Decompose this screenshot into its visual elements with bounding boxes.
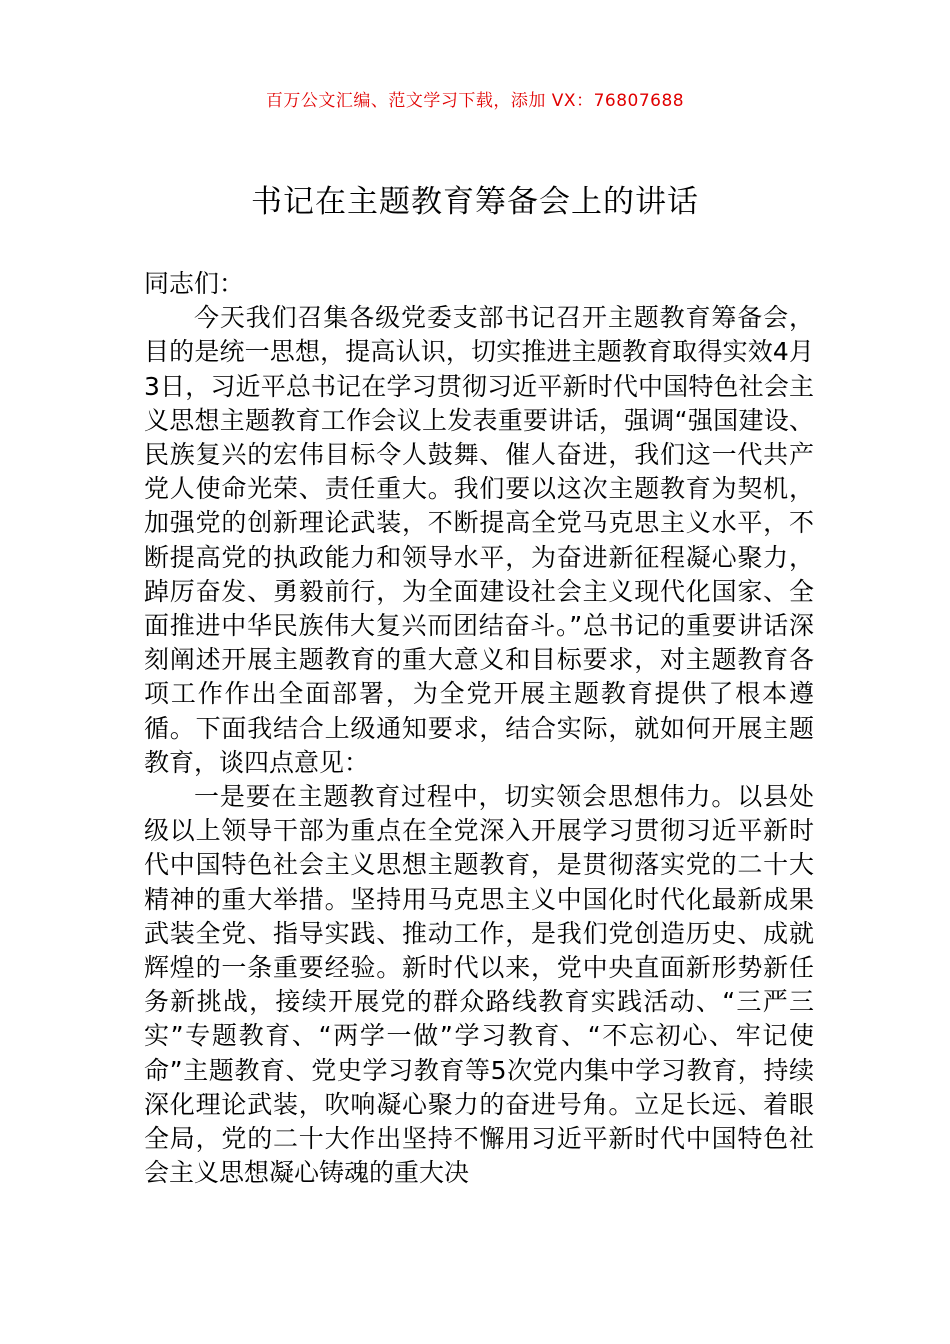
header-banner: 百万公文汇编、范文学习下载，添加 VX：76807688: [265, 91, 685, 111]
document-body: [144, 267, 814, 1190]
paragraph-intro: 今天我们召集各级党委支部书记召开主题教育筹备会，目的是统一思想，提高认识，切实推进主题教育取得实效4月3日，习近平总书记在学习贯彻习近平新时代中国特色社会主义思想主题教育工作会议上发表重要讲话，强调“强国建设、民族复兴的宏伟目标令人鼓舞、催人奋进，我们这一代共产党人使命光荣、责任重大。我们要以这次主题教育为契机，加强党的创新理论武装，不断提高全党马克思主义水平，不断提高党的执政能力和领导水平，为奋进新征程凝心聚力，踔厉奋发、勇毅前行，为全面建设社会主义现代化国家、全面推进中华民族伟大复兴而团结奋斗。”总书记的重要讲话深刻阐述开展主题教育的重大意义和目标要求，对主题教育各项工作作出全面部署，为全党开展主题教育提供了根本遵循。下面我结合上级通知要求，结合实际，就如何开展主题教育，谈四点意见：: [144, 303, 814, 777]
salutation: 同志们：: [144, 269, 245, 298]
paragraph-point-one: 一是要在主题教育过程中，切实领会思想伟力。以县处级以上领导干部为重点在全党深入开展学习贯彻习近平新时代中国特色社会主义思想主题教育，是贯彻落实党的二十大精神的重大举措。坚持用马克思主义中国化时代化最新成果武装全党、指导实践、推动工作，是我们党创造历史、成就辉煌的一条重要经验。新时代以来，党中央直面新形势新任务新挑战，接续开展党的群众路线教育实践活动、“三严三实”专题教育、“两学一做”学习教育、“不忘初心、牢记使命”主题教育、党史学习教育等5次党内集中学习教育，持续深化理论武装，吹响凝心聚力的奋进号角。立足长远、着眼全局，党的二十大作出坚持不懈用习近平新时代中国特色社会主义思想凝心铸魂的重大决: [144, 782, 814, 1188]
document-title: 书记在主题教育筹备会上的讲话: [251, 184, 699, 220]
